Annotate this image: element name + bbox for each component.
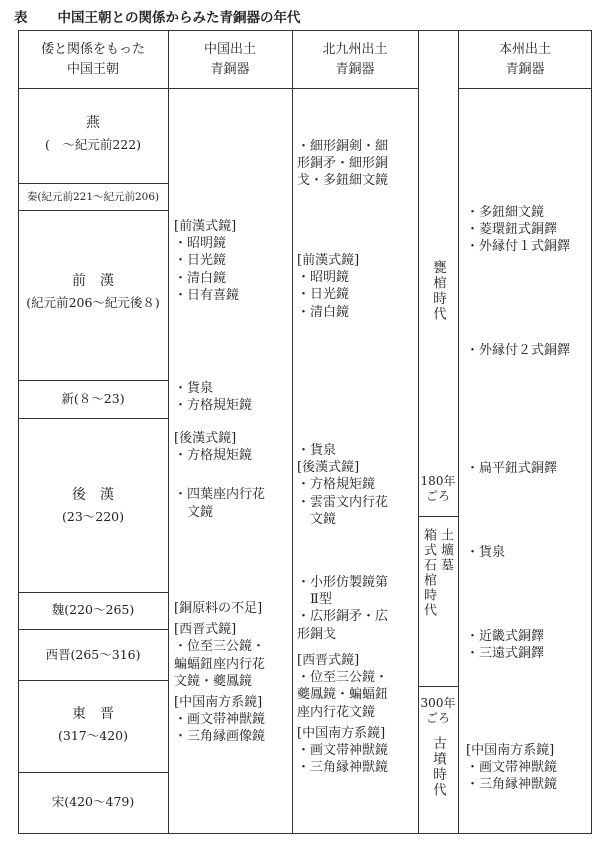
col-divider-4 xyxy=(458,30,459,834)
period-rule xyxy=(418,686,458,687)
era-rule xyxy=(18,418,168,419)
list-item: 座内行花文鏡 xyxy=(297,704,376,720)
list-item: ・方格規矩鏡 xyxy=(174,398,253,414)
list-item: [後漢式鏡] xyxy=(174,431,237,446)
period-rule xyxy=(418,516,458,517)
period-kofun: 古墳時代 xyxy=(430,736,446,798)
kyushu-list-jin xyxy=(297,652,388,776)
era-yan: 燕 ( ～紀元前222) xyxy=(44,115,142,152)
list-item: ・位至三公鏡・ xyxy=(174,639,266,655)
list-item: [銅原料の不足] xyxy=(174,601,263,616)
list-item: ・三角縁神獣鏡 xyxy=(297,760,389,776)
list-item: ・菱環鈕式銅鐸 xyxy=(466,222,558,238)
list-item: ・画文帯神獣鏡 xyxy=(174,712,266,728)
year-180: 180年 ごろ xyxy=(420,474,456,503)
list-item: ・三遠式銅鐸 xyxy=(466,646,545,662)
table-label: 表 xyxy=(14,10,28,26)
col-divider-2 xyxy=(292,30,293,834)
list-item: ・位至三公鏡・ xyxy=(297,670,389,686)
era-rule xyxy=(18,629,168,630)
list-item: ・四葉座内行花 xyxy=(174,487,266,503)
honshu-list-kasen xyxy=(466,544,505,561)
list-item: [前漢式鏡] xyxy=(174,219,237,234)
list-item: ・昭明鏡 xyxy=(174,236,227,252)
header-china: 中国出土 青銅器 xyxy=(203,42,256,77)
list-item: ・画文帯神獣鏡 xyxy=(297,743,389,759)
honshu-list-gaien xyxy=(466,342,570,359)
header-rule-right xyxy=(458,88,592,89)
table-caption: 中国王朝との関係からみた青銅器の年代 xyxy=(57,10,301,26)
era-song: 宋(420～479) xyxy=(51,794,135,809)
list-item: 文鏡 xyxy=(297,511,337,527)
era-rule xyxy=(18,592,168,593)
col-divider-1 xyxy=(168,30,169,834)
china-list-xin xyxy=(174,380,252,414)
kyushu-list-later-han xyxy=(297,442,388,528)
period-hakoshiki: 土壙墓 箱式石棺時代 xyxy=(421,528,453,618)
era-eastern-jin: 東 晋 (317～420) xyxy=(58,706,128,743)
list-item: Ⅱ型 xyxy=(297,592,332,608)
list-item: [中国南方系鏡] xyxy=(174,695,263,711)
list-item: ・画文帯神獣鏡 xyxy=(466,760,558,776)
list-item: ・細形銅剣・細 xyxy=(297,139,389,154)
list-item: ・扁平鈕式銅鐸 xyxy=(466,461,558,476)
header-dynasty: 倭と関係をもった 中国王朝 xyxy=(40,42,145,77)
honshu-list-early xyxy=(466,204,570,256)
list-item: 夔鳳鏡・蝙蝠鈕 xyxy=(297,687,389,703)
list-item: 文鏡 xyxy=(174,504,214,520)
era-rule xyxy=(18,680,168,681)
list-item: 戈・多鈕細文鏡 xyxy=(297,173,389,189)
china-list-later-han xyxy=(174,430,265,521)
china-list-former-han xyxy=(174,218,239,304)
era-western-jin: 西晋(265～316) xyxy=(45,647,141,662)
honshu-list-kinki xyxy=(466,628,544,662)
list-item: [前漢式鏡] xyxy=(297,253,360,268)
honshu-list-henpei xyxy=(466,460,557,477)
list-item: ・清白鏡 xyxy=(297,304,350,320)
list-item: [西晋式鏡] xyxy=(174,622,237,638)
list-item: ・外縁付２式銅鐸 xyxy=(466,343,571,358)
list-item: ・日有喜鏡 xyxy=(174,287,240,303)
list-item: ・昭明鏡 xyxy=(297,270,350,286)
table-title xyxy=(14,6,301,26)
list-item: ・日光鏡 xyxy=(297,287,350,303)
era-rule xyxy=(18,210,168,211)
list-item: ・雲雷文内行花 xyxy=(297,494,389,510)
list-item: ・近畿式銅鐸 xyxy=(466,629,545,644)
year-300: 300年 ごろ xyxy=(420,696,456,725)
era-qin: 秦(紀元前221～紀元前206) xyxy=(26,191,160,203)
era-xin: 新(８～23) xyxy=(61,391,125,406)
china-list-jin xyxy=(174,600,265,746)
list-item: ・貨泉 xyxy=(466,545,506,560)
era-later-han: 後 漢 (23～220) xyxy=(61,487,125,524)
list-item: 形銅矛・細形銅 xyxy=(297,156,389,172)
list-item: ・方格規矩鏡 xyxy=(174,448,253,464)
list-item: 蝙蝠鈕座内行花 xyxy=(174,656,266,672)
header-rule xyxy=(18,88,418,89)
honshu-list-southern xyxy=(466,742,557,794)
list-item: ・多鈕細文鏡 xyxy=(466,205,545,220)
kyushu-list-wei xyxy=(297,574,388,643)
list-item: 形銅戈 xyxy=(297,626,337,642)
era-former-han: 前 漢 (紀元前206～紀元後８) xyxy=(26,273,160,310)
kyushu-list-former-han xyxy=(297,252,359,321)
kyushu-list-bronze-weapons xyxy=(297,138,388,190)
list-item: ・日光鏡 xyxy=(174,253,227,269)
list-item: [後漢式鏡] xyxy=(297,460,360,476)
header-kyushu: 北九州出土 青銅器 xyxy=(322,42,388,77)
period-kamekan: 甕棺時代 xyxy=(430,260,446,322)
list-item: [中国南方系鏡] xyxy=(297,725,386,741)
list-item: ・清白鏡 xyxy=(174,270,227,286)
list-item: ・貨泉 xyxy=(297,443,337,458)
list-item: [中国南方系鏡] xyxy=(466,743,555,758)
list-item: ・広形銅矛・広 xyxy=(297,609,389,625)
list-item: ・三角縁神獣鏡 xyxy=(466,777,558,793)
list-item: ・三角縁画像鏡 xyxy=(174,729,266,745)
list-item: 文鏡・夔鳳鏡 xyxy=(174,673,253,689)
list-item: ・小形仿製鏡第 xyxy=(297,575,389,590)
list-item: ・外縁付１式銅鐸 xyxy=(466,239,571,255)
era-rule xyxy=(18,183,168,184)
list-item: ・貨泉 xyxy=(174,381,214,396)
era-rule xyxy=(18,380,168,381)
list-item: [西晋式鏡] xyxy=(297,653,360,668)
header-honshu: 本州出土 青銅器 xyxy=(498,42,551,77)
era-wei: 魏(220～265) xyxy=(51,602,135,617)
era-rule xyxy=(18,772,168,773)
list-item: ・方格規矩鏡 xyxy=(297,477,376,493)
